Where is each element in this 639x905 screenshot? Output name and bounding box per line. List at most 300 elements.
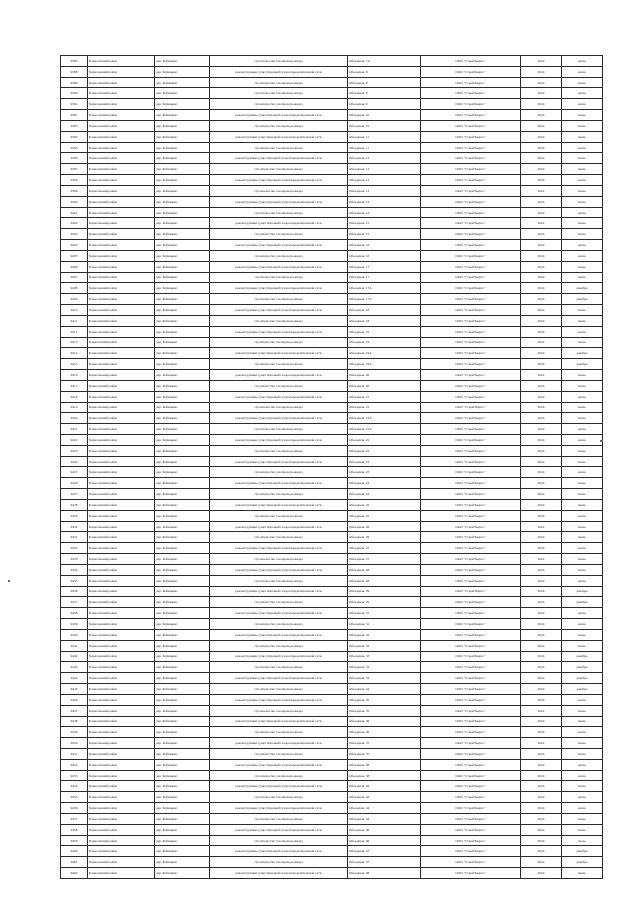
cell-contractor: ООО "СтройЭнерго"	[421, 153, 521, 164]
cell-district: Борисовский район	[88, 532, 155, 543]
cell-month: июль	[562, 868, 603, 879]
cell-year: 2024	[521, 250, 562, 261]
cell-district: Борисовский район	[88, 640, 155, 651]
cell-work-type: строительство газопровода-ввода	[210, 813, 348, 824]
cell-work-type: строительство газопровода-ввода	[210, 315, 348, 326]
cell-year: 2024	[521, 153, 562, 164]
cell-month: июль	[562, 66, 603, 77]
cell-month: июль	[562, 272, 603, 283]
cell-village: дер. Кобищево	[155, 283, 210, 294]
cell-id: 9414	[61, 348, 88, 359]
cell-address: Обьездная, 21	[348, 402, 421, 413]
cell-village: дер. Кобищево	[155, 294, 210, 305]
cell-year: 2024	[521, 164, 562, 175]
cell-village: дер. Кобищево	[155, 88, 210, 99]
cell-village: дер. Кобищево	[155, 532, 210, 543]
cell-month: декабрь	[562, 684, 603, 695]
table-row	[61, 749, 603, 760]
table-row	[61, 781, 603, 792]
table-row	[61, 608, 603, 619]
cell-month: июль	[562, 305, 603, 316]
cell-id: 9437	[61, 597, 88, 608]
table-row	[61, 77, 603, 88]
cell-year: 2024	[521, 489, 562, 500]
table-row	[61, 261, 603, 272]
table-row	[61, 868, 603, 879]
cell-id: 9458	[61, 824, 88, 835]
cell-contractor: ООО "СтройЭнерго"	[421, 640, 521, 651]
cell-year: 2024	[521, 803, 562, 814]
cell-month: июль	[562, 99, 603, 110]
table-row	[61, 66, 603, 77]
cell-district: Борисовский район	[88, 315, 155, 326]
cell-contractor: ООО "СтройЭнерго"	[421, 716, 521, 727]
cell-work-type: реконструкция существующей газораспределительной сети	[210, 846, 348, 857]
cell-year: 2024	[521, 305, 562, 316]
cell-address: Обьездная, 29	[348, 586, 421, 597]
cell-month: июль	[562, 835, 603, 846]
cell-address: Обьездная, 42	[348, 792, 421, 803]
cell-village: дер. Кобищево	[155, 250, 210, 261]
cell-district: Борисовский район	[88, 120, 155, 131]
cell-work-type: реконструкция существующей газораспределительной сети	[210, 326, 348, 337]
cell-work-type: строительство газопровода-ввода	[210, 272, 348, 283]
cell-contractor: ООО "СтройЭнерго"	[421, 66, 521, 77]
cell-id: 9412	[61, 326, 88, 337]
cell-year: 2024	[521, 283, 562, 294]
cell-year: 2024	[521, 66, 562, 77]
cell-village: дер. Кобищево	[155, 207, 210, 218]
cell-work-type: реконструкция существующей газораспределительной сети	[210, 305, 348, 316]
table-row	[61, 326, 603, 337]
cell-work-type: реконструкция существующей газораспределительной сети	[210, 153, 348, 164]
cell-district: Борисовский район	[88, 586, 155, 597]
cell-district: Борисовский район	[88, 218, 155, 229]
cell-village: дер. Кобищево	[155, 727, 210, 738]
cell-work-type: реконструкция существующей газораспределительной сети	[210, 543, 348, 554]
cell-address: Обьездная, 29	[348, 597, 421, 608]
cell-work-type: реконструкция существующей газораспределительной сети	[210, 716, 348, 727]
cell-year: 2024	[521, 532, 562, 543]
cell-contractor: ООО "СтройЭнерго"	[421, 359, 521, 370]
cell-address: Обьездная, 9	[348, 99, 421, 110]
cell-month: июль	[562, 196, 603, 207]
cell-id: 9403	[61, 229, 88, 240]
cell-contractor: ООО "СтройЭнерго"	[421, 229, 521, 240]
cell-month: июль	[562, 749, 603, 760]
cell-contractor: ООО "СтройЭнерго"	[421, 456, 521, 467]
cell-id: 9396	[61, 153, 88, 164]
cell-village: дер. Кобищево	[155, 326, 210, 337]
cell-id: 9428	[61, 499, 88, 510]
table-row	[61, 175, 603, 186]
cell-contractor: ООО "СтройЭнерго"	[421, 499, 521, 510]
table-row	[61, 478, 603, 489]
cell-village: дер. Кобищево	[155, 337, 210, 348]
cell-month: июль	[562, 218, 603, 229]
cell-month: июль	[562, 781, 603, 792]
cell-address: Обьездная, 22	[348, 445, 421, 456]
cell-district: Борисовский район	[88, 207, 155, 218]
cell-contractor: ООО "СтройЭнерго"	[421, 56, 521, 67]
cell-id: 9382	[61, 56, 88, 67]
cell-year: 2024	[521, 510, 562, 521]
cell-month: июль	[562, 175, 603, 186]
cell-year: 2024	[521, 272, 562, 283]
cell-work-type: реконструкция существующей газораспределительной сети	[210, 478, 348, 489]
cell-work-type: реконструкция существующей газораспределительной сети	[210, 868, 348, 879]
cell-address: Обьездная, 19	[348, 326, 421, 337]
cell-year: 2024	[521, 120, 562, 131]
table-row	[61, 207, 603, 218]
table-row	[61, 359, 603, 370]
cell-work-type: реконструкция существующей газораспределительной сети	[210, 673, 348, 684]
table-row	[61, 229, 603, 240]
cell-year: 2024	[521, 813, 562, 824]
cell-contractor: ООО "СтройЭнерго"	[421, 792, 521, 803]
cell-work-type: строительство газопровода-ввода	[210, 99, 348, 110]
cell-work-type: строительство газопровода-ввода	[210, 294, 348, 305]
cell-district: Борисовский район	[88, 813, 155, 824]
cell-address: Обьездная, 33	[348, 662, 421, 673]
cell-village: дер. Кобищево	[155, 499, 210, 510]
cell-year: 2024	[521, 456, 562, 467]
cell-year: 2024	[521, 207, 562, 218]
cell-village: дер. Кобищево	[155, 402, 210, 413]
cell-district: Борисовский район	[88, 608, 155, 619]
cell-year: 2024	[521, 792, 562, 803]
cell-id: 9392	[61, 110, 88, 121]
cell-district: Борисовский район	[88, 240, 155, 251]
cell-village: дер. Кобищево	[155, 445, 210, 456]
cell-id: 9421	[61, 424, 88, 435]
cell-month: июль	[562, 629, 603, 640]
cell-year: 2024	[521, 348, 562, 359]
cell-village: дер. Кобищево	[155, 813, 210, 824]
table-row	[61, 164, 603, 175]
cell-contractor: ООО "СтройЭнерго"	[421, 532, 521, 543]
cell-village: дер. Кобищево	[155, 554, 210, 565]
cell-address: Обьездная, 17А	[348, 294, 421, 305]
table-row	[61, 305, 603, 316]
cell-year: 2024	[521, 727, 562, 738]
cell-month: июль	[562, 619, 603, 630]
cell-address: Обьездная, 27	[348, 543, 421, 554]
cell-month: июль	[562, 142, 603, 153]
cell-month: июль	[562, 813, 603, 824]
cell-id: 9389	[61, 77, 88, 88]
cell-work-type: реконструкция существующей газораспределительной сети	[210, 413, 348, 424]
cell-district: Борисовский район	[88, 716, 155, 727]
cell-village: дер. Кобищево	[155, 738, 210, 749]
cell-village: дер. Кобищево	[155, 521, 210, 532]
cell-year: 2024	[521, 619, 562, 630]
cell-work-type: реконструкция существующей газораспределительной сети	[210, 651, 348, 662]
cell-district: Борисовский район	[88, 803, 155, 814]
cell-address: Обьездная, 17А	[348, 283, 421, 294]
cell-contractor: ООО "СтройЭнерго"	[421, 824, 521, 835]
cell-month: июль	[562, 738, 603, 749]
cell-address: Обьездная, 34	[348, 684, 421, 695]
cell-district: Борисовский район	[88, 499, 155, 510]
cell-id: 9445	[61, 684, 88, 695]
cell-year: 2024	[521, 716, 562, 727]
cell-id: 9425	[61, 467, 88, 478]
cell-work-type: реконструкция существующей газораспределительной сети	[210, 370, 348, 381]
cell-id: 9436	[61, 586, 88, 597]
cell-year: 2024	[521, 738, 562, 749]
cell-village: дер. Кобищево	[155, 629, 210, 640]
cell-village: дер. Кобищево	[155, 196, 210, 207]
cell-work-type: строительство газопровода-ввода	[210, 705, 348, 716]
cell-contractor: ООО "СтройЭнерго"	[421, 727, 521, 738]
cell-district: Борисовский район	[88, 835, 155, 846]
cell-contractor: ООО "СтройЭнерго"	[421, 673, 521, 684]
cell-month: июль	[562, 499, 603, 510]
cell-id: 9450	[61, 738, 88, 749]
cell-id: 9416	[61, 370, 88, 381]
table-row	[61, 835, 603, 846]
cell-month: июль	[562, 229, 603, 240]
cell-village: дер. Кобищево	[155, 66, 210, 77]
cell-month: июль	[562, 705, 603, 716]
cell-month: декабрь	[562, 673, 603, 684]
cell-work-type: реконструкция существующей газораспределительной сети	[210, 131, 348, 142]
table-row	[61, 489, 603, 500]
cell-work-type: реконструкция существующей газораспределительной сети	[210, 759, 348, 770]
cell-id: 9418	[61, 391, 88, 402]
cell-village: дер. Кобищево	[155, 684, 210, 695]
cell-contractor: ООО "СтройЭнерго"	[421, 813, 521, 824]
cell-contractor: ООО "СтройЭнерго"	[421, 196, 521, 207]
cell-month: июль	[562, 478, 603, 489]
cell-id: 9410	[61, 305, 88, 316]
cell-id: 9413	[61, 337, 88, 348]
cell-district: Борисовский район	[88, 326, 155, 337]
cell-month: июль	[562, 770, 603, 781]
cell-month: июль	[562, 824, 603, 835]
cell-id: 9402	[61, 218, 88, 229]
scan-mark	[8, 580, 10, 582]
cell-address: Обьездная, 15	[348, 229, 421, 240]
table-row	[61, 142, 603, 153]
cell-id: 9407	[61, 272, 88, 283]
cell-district: Борисовский район	[88, 521, 155, 532]
cell-contractor: ООО "СтройЭнерго"	[421, 424, 521, 435]
cell-work-type: строительство газопровода-ввода	[210, 857, 348, 868]
cell-month: июль	[562, 88, 603, 99]
cell-work-type: строительство газопровода-ввода	[210, 792, 348, 803]
cell-district: Борисовский район	[88, 229, 155, 240]
cell-district: Борисовский район	[88, 424, 155, 435]
cell-year: 2024	[521, 196, 562, 207]
cell-contractor: ООО "СтройЭнерго"	[421, 337, 521, 348]
cell-id: 9399	[61, 185, 88, 196]
cell-address: Обьездная, 20	[348, 370, 421, 381]
cell-work-type: реконструкция существующей газораспределительной сети	[210, 348, 348, 359]
cell-id: 9423	[61, 445, 88, 456]
cell-contractor: ООО "СтройЭнерго"	[421, 684, 521, 695]
cell-village: дер. Кобищево	[155, 857, 210, 868]
cell-year: 2024	[521, 846, 562, 857]
cell-district: Борисовский район	[88, 705, 155, 716]
cell-month: декабрь	[562, 283, 603, 294]
cell-work-type: строительство газопровода-ввода	[210, 142, 348, 153]
cell-address: Обьездная, 37	[348, 749, 421, 760]
cell-work-type: строительство газопровода-ввода	[210, 229, 348, 240]
table-row	[61, 456, 603, 467]
cell-address: Обьездная, 24	[348, 489, 421, 500]
cell-month: декабрь	[562, 294, 603, 305]
cell-address: Обьездная, 35	[348, 694, 421, 705]
cell-id: 9441	[61, 640, 88, 651]
table-row	[61, 792, 603, 803]
cell-id: 9455	[61, 792, 88, 803]
table-row	[61, 770, 603, 781]
cell-village: дер. Кобищево	[155, 510, 210, 521]
cell-year: 2024	[521, 629, 562, 640]
table-row	[61, 272, 603, 283]
cell-address: Обьездная, 23	[348, 467, 421, 478]
table-row	[61, 370, 603, 381]
cell-year: 2024	[521, 543, 562, 554]
cell-contractor: ООО "СтройЭнерго"	[421, 619, 521, 630]
cell-work-type: строительство газопровода-ввода	[210, 835, 348, 846]
cell-month: июль	[562, 521, 603, 532]
cell-address: Обьездная, 16	[348, 240, 421, 251]
cell-id: 9448	[61, 716, 88, 727]
cell-month: декабрь	[562, 857, 603, 868]
cell-work-type: строительство газопровода-ввода	[210, 489, 348, 500]
cell-month: июль	[562, 207, 603, 218]
cell-month: июль	[562, 56, 603, 67]
cell-contractor: ООО "СтройЭнерго"	[421, 142, 521, 153]
cell-contractor: ООО "СтройЭнерго"	[421, 445, 521, 456]
cell-id: 9404	[61, 240, 88, 251]
cell-address: Обьездная, 47	[348, 846, 421, 857]
cell-address: Обьездная, 36	[348, 727, 421, 738]
cell-address: Обьездная, 12	[348, 153, 421, 164]
table-row	[61, 218, 603, 229]
cell-work-type: строительство газопровода-ввода	[210, 164, 348, 175]
cell-village: дер. Кобищево	[155, 77, 210, 88]
cell-village: дер. Кобищево	[155, 749, 210, 760]
table-row	[61, 575, 603, 586]
cell-year: 2024	[521, 294, 562, 305]
cell-contractor: ООО "СтройЭнерго"	[421, 857, 521, 868]
table-row	[61, 337, 603, 348]
cell-id: 9439	[61, 619, 88, 630]
cell-district: Борисовский район	[88, 792, 155, 803]
cell-contractor: ООО "СтройЭнерго"	[421, 759, 521, 770]
cell-village: дер. Кобищево	[155, 662, 210, 673]
cell-address: Обьездная, 25	[348, 499, 421, 510]
cell-id: 9417	[61, 380, 88, 391]
cell-month: июль	[562, 337, 603, 348]
cell-address: Обьездная, 28	[348, 575, 421, 586]
cell-village: дер. Кобищево	[155, 478, 210, 489]
cell-village: дер. Кобищево	[155, 370, 210, 381]
cell-year: 2024	[521, 413, 562, 424]
cell-month: июль	[562, 240, 603, 251]
cell-work-type: строительство газопровода-ввода	[210, 510, 348, 521]
cell-id: 9449	[61, 727, 88, 738]
cell-village: дер. Кобищево	[155, 131, 210, 142]
scan-mark	[600, 440, 603, 442]
cell-id: 9426	[61, 478, 88, 489]
cell-year: 2024	[521, 402, 562, 413]
cell-work-type: реконструкция существующей газораспределительной сети	[210, 824, 348, 835]
cell-month: июль	[562, 467, 603, 478]
cell-address: Обьездная, 18	[348, 305, 421, 316]
cell-year: 2024	[521, 651, 562, 662]
table-row	[61, 434, 603, 445]
cell-work-type: строительство газопровода-ввода	[210, 749, 348, 760]
cell-id: 9405	[61, 250, 88, 261]
table-row	[61, 153, 603, 164]
table-row	[61, 402, 603, 413]
cell-village: дер. Кобищево	[155, 543, 210, 554]
cell-month: июль	[562, 185, 603, 196]
cell-year: 2024	[521, 564, 562, 575]
cell-contractor: ООО "СтройЭнерго"	[421, 749, 521, 760]
cell-month: июль	[562, 131, 603, 142]
cell-contractor: ООО "СтройЭнерго"	[421, 380, 521, 391]
cell-district: Борисовский район	[88, 781, 155, 792]
cell-month: июль	[562, 261, 603, 272]
cell-year: 2024	[521, 824, 562, 835]
cell-contractor: ООО "СтройЭнерго"	[421, 164, 521, 175]
cell-month: декабрь	[562, 662, 603, 673]
cell-year: 2024	[521, 554, 562, 565]
cell-contractor: ООО "СтройЭнерго"	[421, 868, 521, 879]
cell-month: июль	[562, 413, 603, 424]
cell-id: 9397	[61, 164, 88, 175]
cell-contractor: ООО "СтройЭнерго"	[421, 413, 521, 424]
cell-month: июль	[562, 575, 603, 586]
works-table	[60, 55, 603, 879]
table-row	[61, 705, 603, 716]
cell-id: 9442	[61, 651, 88, 662]
cell-district: Борисовский район	[88, 88, 155, 99]
cell-year: 2024	[521, 315, 562, 326]
cell-address: Обьездная, 16	[348, 250, 421, 261]
cell-contractor: ООО "СтройЭнерго"	[421, 305, 521, 316]
cell-address: Обьездная, 17	[348, 261, 421, 272]
cell-district: Борисовский район	[88, 770, 155, 781]
cell-work-type: реконструкция существующей газораспределительной сети	[210, 499, 348, 510]
cell-village: дер. Кобищево	[155, 489, 210, 500]
cell-contractor: ООО "СтройЭнерго"	[421, 261, 521, 272]
cell-month: июль	[562, 445, 603, 456]
cell-month: июль	[562, 532, 603, 543]
cell-month: июль	[562, 110, 603, 121]
cell-village: дер. Кобищево	[155, 575, 210, 586]
cell-id: 9400	[61, 196, 88, 207]
cell-contractor: ООО "СтройЭнерго"	[421, 543, 521, 554]
cell-work-type: реконструкция существующей газораспределительной сети	[210, 261, 348, 272]
table-row	[61, 240, 603, 251]
cell-id: 9459	[61, 835, 88, 846]
cell-month: июль	[562, 153, 603, 164]
cell-year: 2024	[521, 326, 562, 337]
table-row	[61, 651, 603, 662]
cell-work-type: строительство газопровода-ввода	[210, 77, 348, 88]
table-row	[61, 803, 603, 814]
cell-address: Обьездная, 18	[348, 315, 421, 326]
cell-address: Обьездная, 15	[348, 218, 421, 229]
cell-address: Обьездная, 8	[348, 77, 421, 88]
